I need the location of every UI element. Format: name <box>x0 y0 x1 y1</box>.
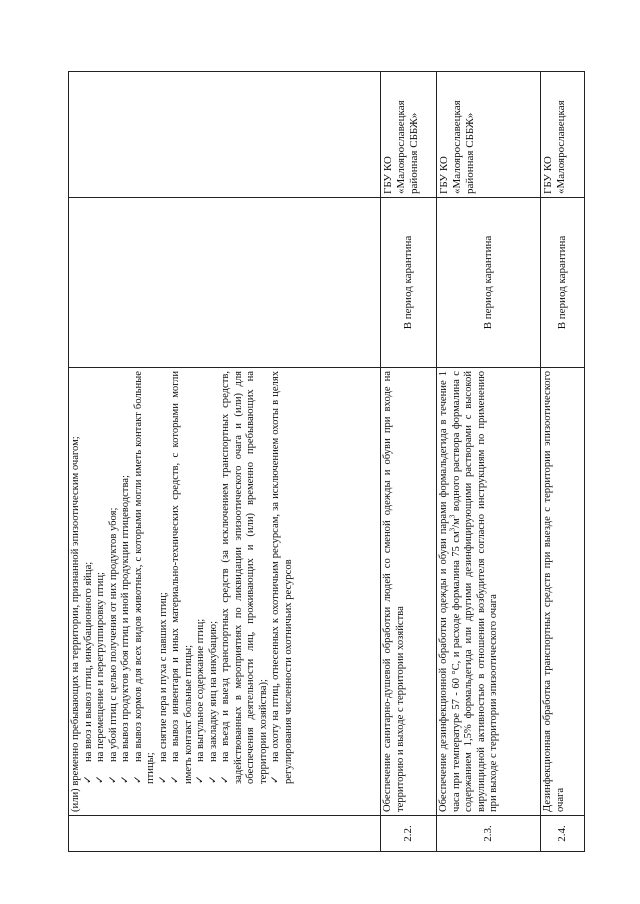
checkmark-icon: ✓ <box>195 775 206 784</box>
list-item: ✓на закладку яиц на инкубацию; <box>207 620 219 784</box>
checkmark-icon: ✓ <box>157 775 169 784</box>
checkmark-icon: ✓ <box>170 775 181 784</box>
row-number: 2.3. <box>437 816 541 852</box>
table-row <box>541 72 585 852</box>
list-item: ✓на ввоз и вывоз птиц, инкубационного яйца; <box>82 561 94 784</box>
period-cell: В период карантина <box>437 198 541 368</box>
table-row <box>437 72 541 852</box>
checkmark-icon: ✓ <box>132 775 144 784</box>
list-item: ✓на перемещение и перегруппировку птиц; <box>95 572 106 784</box>
organization-cell: ГБУ КО «Малоярославецкая районная СББЖ» <box>381 72 437 198</box>
checkmark-icon: ✓ <box>207 775 219 784</box>
checkmark-icon: ✓ <box>82 775 94 784</box>
row-number: 2.4. <box>541 816 585 852</box>
table-row <box>381 72 437 852</box>
organization-cell <box>69 72 381 198</box>
checkmark-icon: ✓ <box>220 775 231 784</box>
measure-text: Обеспечение дезинфекционной обработки одежды и обуви парами формальдегида в течение 1 часа при температуре 57 - 60 °С, и расходе формалина 75 $см^3/м^3$ водного раствора формалина с содержанием 1,5% формальдегида или другими дезинфицирующими растворами с высокой вирулицидной активностью в отношении возбудителя согласно инструкциям по применению при выходе с территории эпизоотического очага <box>437 368 541 816</box>
list-item: ✓на охоту на птиц, отнесенных к охотничьим ресурсам, за исключением охоты в целях регулирования численности охотничьих ресурсов <box>270 371 294 784</box>
measure-text: Обеспечение санитарно-душевой обработки людей со сменой одежды и обуви при входе на территорию и выходе с территории хозяйства <box>381 368 437 816</box>
checkmark-icon: ✓ <box>270 775 281 784</box>
organization-cell: ГБУ КО «Малоярославецкая <box>541 72 585 198</box>
list-item: ✓на вывоз кормов для всех видов животных, с которыми могли иметь контакт больные птицы; <box>132 371 156 784</box>
period-cell: В период карантина <box>381 198 437 368</box>
measure-text: Дезинфекционная обработка транспортных средств при выезде с территории эпизоотического очага <box>541 368 585 816</box>
list-item: ✓на снятие пера и пуха с павших птиц; <box>157 592 169 784</box>
list-item: ✓на выгульное содержание птиц; <box>195 618 206 784</box>
period-cell: В период карантина <box>541 198 585 368</box>
rotated-page <box>68 72 588 852</box>
measures-table <box>68 71 585 852</box>
restriction-list <box>69 368 381 816</box>
row-number <box>69 816 381 852</box>
checkmark-icon: ✓ <box>95 775 106 784</box>
table-row <box>69 72 381 852</box>
list-item: ✓на въезд и выезд транспортных средств (за исключением транспортных средств, задействованных в мероприятиях по ликвидации эпизоотического очага и (или) для обеспечения деятельности лиц, проживающих и (или) временно пребывающих на территории хозяйства); <box>220 371 269 784</box>
period-cell <box>69 198 381 368</box>
list-item: (или) временно пребывающих на территории, признанной эпизоотическим очагом; <box>70 436 81 812</box>
list-item: ✓на вывоз инвентаря и иных материально-технических средств, с которыми могли иметь контакт больные птицы; <box>170 371 194 784</box>
list-item: ✓на убой птиц с целью получения от них продуктов убоя; <box>107 507 119 784</box>
checkmark-icon: ✓ <box>120 775 131 784</box>
list-item: ✓на вывоз продуктов убоя птиц и иной продукции птицеводства; <box>120 475 131 784</box>
row-number: 2.2. <box>381 816 437 852</box>
checkmark-icon: ✓ <box>107 775 119 784</box>
organization-cell: ГБУ КО «Малоярославецкая районная СББЖ» <box>437 72 541 198</box>
